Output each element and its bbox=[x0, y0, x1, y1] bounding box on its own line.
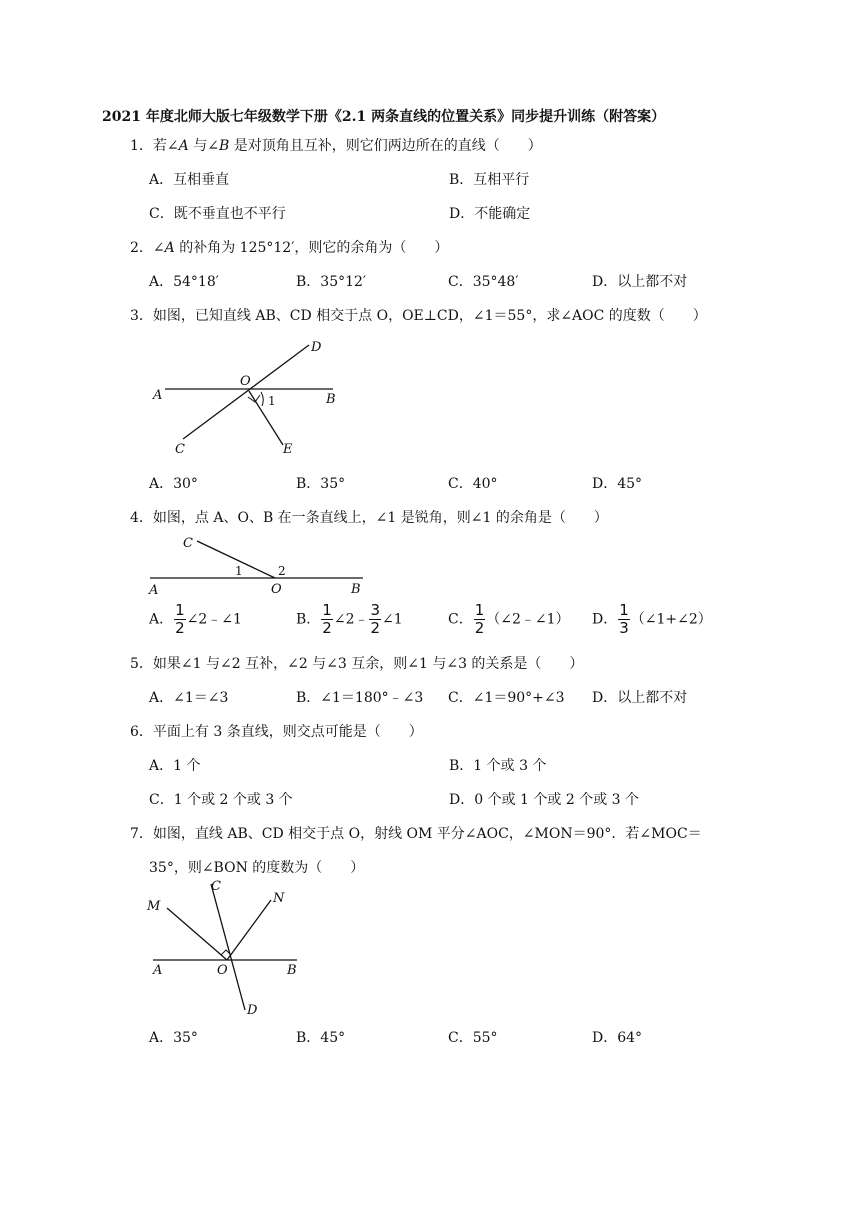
q3-option-b: B．35° bbox=[296, 476, 346, 492]
q1-option-b: B．互相平行 bbox=[449, 172, 530, 188]
q7-option-a: A．35° bbox=[149, 1030, 198, 1046]
q7-option-c: C．55° bbox=[448, 1030, 498, 1046]
q7-label-n: N bbox=[273, 891, 285, 906]
q3-label-e: E bbox=[283, 442, 293, 457]
q7-label-a: A bbox=[153, 963, 163, 978]
q4-label-a: A bbox=[149, 583, 159, 598]
q4-option-c-expr: （∠2﹣∠1） bbox=[486, 611, 570, 628]
q7-label-d: D bbox=[247, 1003, 258, 1018]
question-6-stem: 6．平面上有 3 条直线，则交点可能是（ ） bbox=[130, 724, 423, 740]
q3-angle-1-label: 1 bbox=[268, 394, 276, 408]
question-7-stem-line-2: 35°，则∠BON 的度数为（ ） bbox=[149, 860, 365, 876]
q4-option-a-expr: ∠2﹣∠1 bbox=[186, 611, 242, 628]
q4-option-d bbox=[592, 603, 712, 636]
q4-option-d-label: D． bbox=[592, 611, 618, 628]
q4-option-d-expr: （∠1+∠2） bbox=[630, 611, 712, 628]
fraction-denominator: 2 bbox=[175, 619, 185, 637]
q7-label-b: B bbox=[287, 963, 297, 978]
q4-option-a-fraction bbox=[174, 603, 186, 636]
q3-option-d: D．45° bbox=[592, 476, 643, 492]
q4-option-b bbox=[296, 603, 403, 636]
q4-option-a-label: A． bbox=[149, 611, 174, 628]
q2-option-a: A．54°18′ bbox=[149, 274, 219, 290]
fraction-denominator: 2 bbox=[474, 619, 485, 637]
q1-option-d: D．不能确定 bbox=[449, 206, 531, 222]
q3-option-a: A．30° bbox=[149, 476, 198, 492]
q1-option-c: C．既不垂直也不平行 bbox=[149, 206, 286, 222]
q2-option-d: D．以上都不对 bbox=[592, 274, 688, 290]
question-4-stem: 4．如图，点 A、O、B 在一条直线上，∠1 是锐角，则∠1 的余角是（ ） bbox=[130, 510, 608, 526]
q7-option-d: D．64° bbox=[592, 1030, 643, 1046]
q4-option-c-label: C． bbox=[448, 611, 473, 628]
q1-stem-part: 1．若∠ bbox=[130, 138, 179, 154]
fraction-numerator: 1 bbox=[619, 601, 629, 619]
fraction-numerator: 1 bbox=[175, 601, 185, 619]
q7-label-m: M bbox=[147, 899, 161, 914]
q4-label-o: O bbox=[271, 582, 282, 597]
q4-label-c: C bbox=[183, 536, 193, 551]
fraction-denominator: 2 bbox=[322, 619, 332, 637]
q1-stem-var-a: A bbox=[178, 138, 189, 154]
q2-option-b: B．35°12′ bbox=[296, 274, 367, 290]
fraction-denominator: 2 bbox=[370, 619, 381, 637]
q3-label-a: A bbox=[153, 388, 163, 403]
q4-option-b-fraction-2 bbox=[369, 603, 381, 636]
q3-option-c: C．40° bbox=[448, 476, 498, 492]
question-1-stem bbox=[130, 135, 542, 155]
q3-label-d: D bbox=[311, 340, 322, 355]
q5-option-a: A．∠1＝∠3 bbox=[149, 690, 229, 706]
q2-stem-var-a: A bbox=[164, 240, 175, 256]
q7-label-c: C bbox=[211, 879, 221, 894]
document-title: 2021 年度北师大版七年级数学下册《2.1 两条直线的位置关系》同步提升训练（附答案） bbox=[102, 109, 666, 125]
fraction-denominator: 3 bbox=[619, 619, 629, 637]
question-3-stem: 3．如图，已知直线 AB、CD 相交于点 O，OE⊥CD，∠1＝55°，求∠AOC 的度数（ ） bbox=[130, 308, 707, 324]
q5-option-c: C．∠1＝90°+∠3 bbox=[448, 690, 565, 706]
q4-option-c-fraction bbox=[474, 603, 486, 636]
question-2-stem bbox=[130, 237, 448, 257]
fraction-numerator: 3 bbox=[370, 601, 381, 619]
q2-option-c: C．35°48′ bbox=[448, 274, 519, 290]
q5-option-d: D．以上都不对 bbox=[592, 690, 688, 706]
q4-option-a bbox=[149, 603, 242, 636]
q4-option-b-expr: ∠2﹣ bbox=[333, 611, 369, 628]
q4-angle-2-label: 2 bbox=[278, 564, 286, 578]
q2-stem-part: 2．∠ bbox=[130, 240, 165, 256]
q5-option-b: B．∠1＝180°﹣∠3 bbox=[296, 690, 424, 706]
q1-option-a: A．互相垂直 bbox=[149, 172, 230, 188]
q1-stem-part: 与∠ bbox=[188, 138, 219, 154]
question-7-stem-line-1: 7．如图，直线 AB、CD 相交于点 O，射线 OM 平分∠AOC，∠MON＝90°．若∠MOC＝ bbox=[130, 826, 702, 842]
q3-label-c: C bbox=[175, 442, 185, 457]
q7-option-b: B．45° bbox=[296, 1030, 346, 1046]
q7-label-o: O bbox=[217, 963, 228, 978]
q3-label-b: B bbox=[326, 392, 336, 407]
q4-option-c bbox=[448, 603, 570, 636]
q2-stem-part: 的补角为 125°12′，则它的余角为（ ） bbox=[174, 240, 449, 256]
fraction-numerator: 1 bbox=[322, 601, 332, 619]
q6-option-d: D．0 个或 1 个或 2 个或 3 个 bbox=[449, 792, 640, 808]
q1-stem-part: 是对顶角且互补，则它们两边所在的直线（ ） bbox=[229, 138, 542, 154]
q3-label-o: O bbox=[240, 374, 251, 389]
q7-figure bbox=[145, 878, 310, 1023]
q1-stem-var-b: B bbox=[218, 138, 230, 154]
q4-option-b-expr-end: ∠1 bbox=[382, 611, 403, 628]
q4-option-b-label: B． bbox=[296, 611, 321, 628]
question-5-stem: 5．如果∠1 与∠2 互补，∠2 与∠3 互余，则∠1 与∠3 的关系是（ ） bbox=[130, 656, 584, 672]
q6-option-a: A．1 个 bbox=[149, 758, 201, 774]
fraction-numerator: 1 bbox=[474, 601, 485, 619]
q4-option-d-fraction bbox=[618, 603, 630, 636]
q3-figure bbox=[145, 335, 360, 465]
q4-label-b: B bbox=[351, 582, 361, 597]
q6-option-b: B．1 个或 3 个 bbox=[449, 758, 547, 774]
q4-figure bbox=[145, 533, 370, 598]
q6-option-c: C．1 个或 2 个或 3 个 bbox=[149, 792, 293, 808]
q4-angle-1-label: 1 bbox=[235, 564, 243, 578]
q4-option-b-fraction-1 bbox=[321, 603, 333, 636]
